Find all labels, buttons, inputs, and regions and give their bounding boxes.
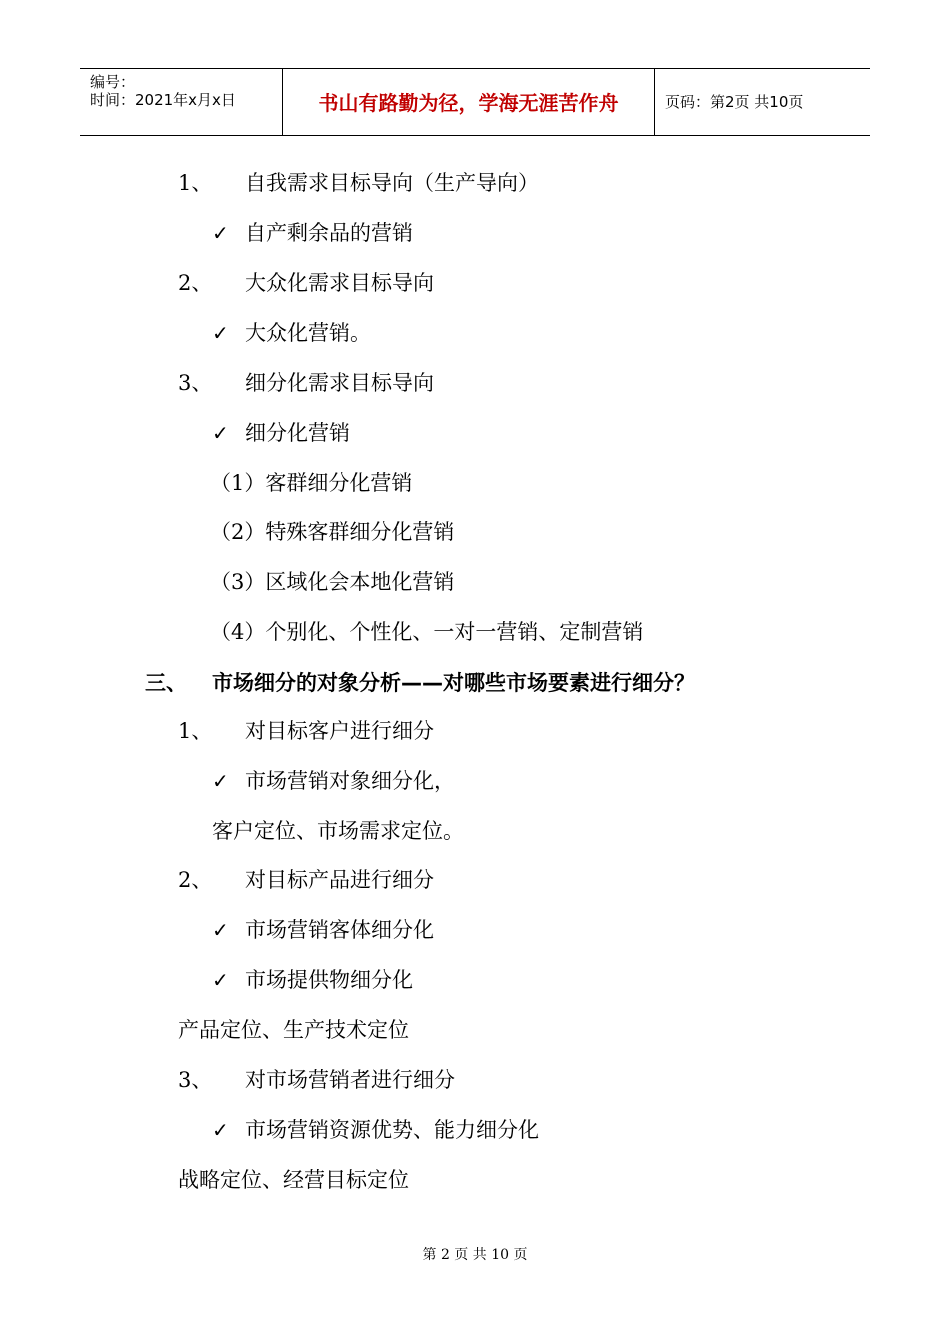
section-title: 市场细分的对象分析——对哪些市场要素进行细分？: [212, 671, 695, 695]
item-text: （4）个别化、个性化、一对一营销、定制营销: [210, 620, 644, 644]
item-text: 战略定位、经营目标定位: [178, 1168, 409, 1192]
item-text: （2）特殊客群细分化营销: [210, 520, 455, 544]
item-text: 大众化需求目标导向: [245, 271, 434, 295]
motto: 书山有路勤为径，学海无涯苦作舟: [318, 91, 619, 115]
item-text: 市场提供物细分化: [245, 968, 413, 992]
check-icon: ✓: [212, 769, 229, 793]
serial-label: 编号：: [90, 73, 136, 91]
item-number: 3、: [178, 371, 213, 395]
item-text: 产品定位、生产技术定位: [178, 1018, 409, 1042]
item-number: 1、: [178, 171, 213, 195]
item-number: 2、: [178, 868, 213, 892]
item-text: 市场营销客体细分化: [245, 918, 434, 942]
check-icon: ✓: [212, 968, 229, 992]
header-mid-cell: [282, 69, 655, 135]
item-number: 3、: [178, 1068, 213, 1092]
item-text: 对市场营销者进行细分: [245, 1068, 455, 1092]
item-text: 自产剩余品的营销: [245, 221, 413, 245]
item-text: 大众化营销。: [245, 321, 371, 345]
item-number: 1、: [178, 719, 213, 743]
item-text: 市场营销资源优势、能力细分化: [245, 1118, 539, 1142]
page-header: [80, 68, 870, 136]
header-left-cell: [80, 69, 282, 135]
item-text: （3）区域化会本地化营销: [210, 570, 455, 594]
item-text: 客户定位、市场需求定位。: [212, 819, 464, 843]
check-icon: ✓: [212, 221, 229, 245]
item-text: 细分化需求目标导向: [245, 371, 434, 395]
item-text: 对目标客户进行细分: [245, 719, 434, 743]
item-text: 细分化营销: [245, 421, 350, 445]
time-label: 时间：2021年x月x日: [90, 91, 236, 109]
section-number: 三、: [145, 671, 187, 695]
check-icon: ✓: [212, 321, 229, 345]
check-icon: ✓: [212, 421, 229, 445]
page-footer: 第 2 页 共 10 页: [422, 1247, 528, 1263]
page-info: 页码：第2页 共10页: [665, 93, 804, 111]
item-text: 自我需求目标导向（生产导向）: [245, 171, 539, 195]
item-text: （1）客群细分化营销: [210, 471, 413, 495]
check-icon: ✓: [212, 918, 229, 942]
header-right-cell: [655, 69, 870, 135]
item-text: 市场营销对象细分化，: [245, 769, 455, 793]
item-number: 2、: [178, 271, 213, 295]
check-icon: ✓: [212, 1118, 229, 1142]
item-text: 对目标产品进行细分: [245, 868, 434, 892]
